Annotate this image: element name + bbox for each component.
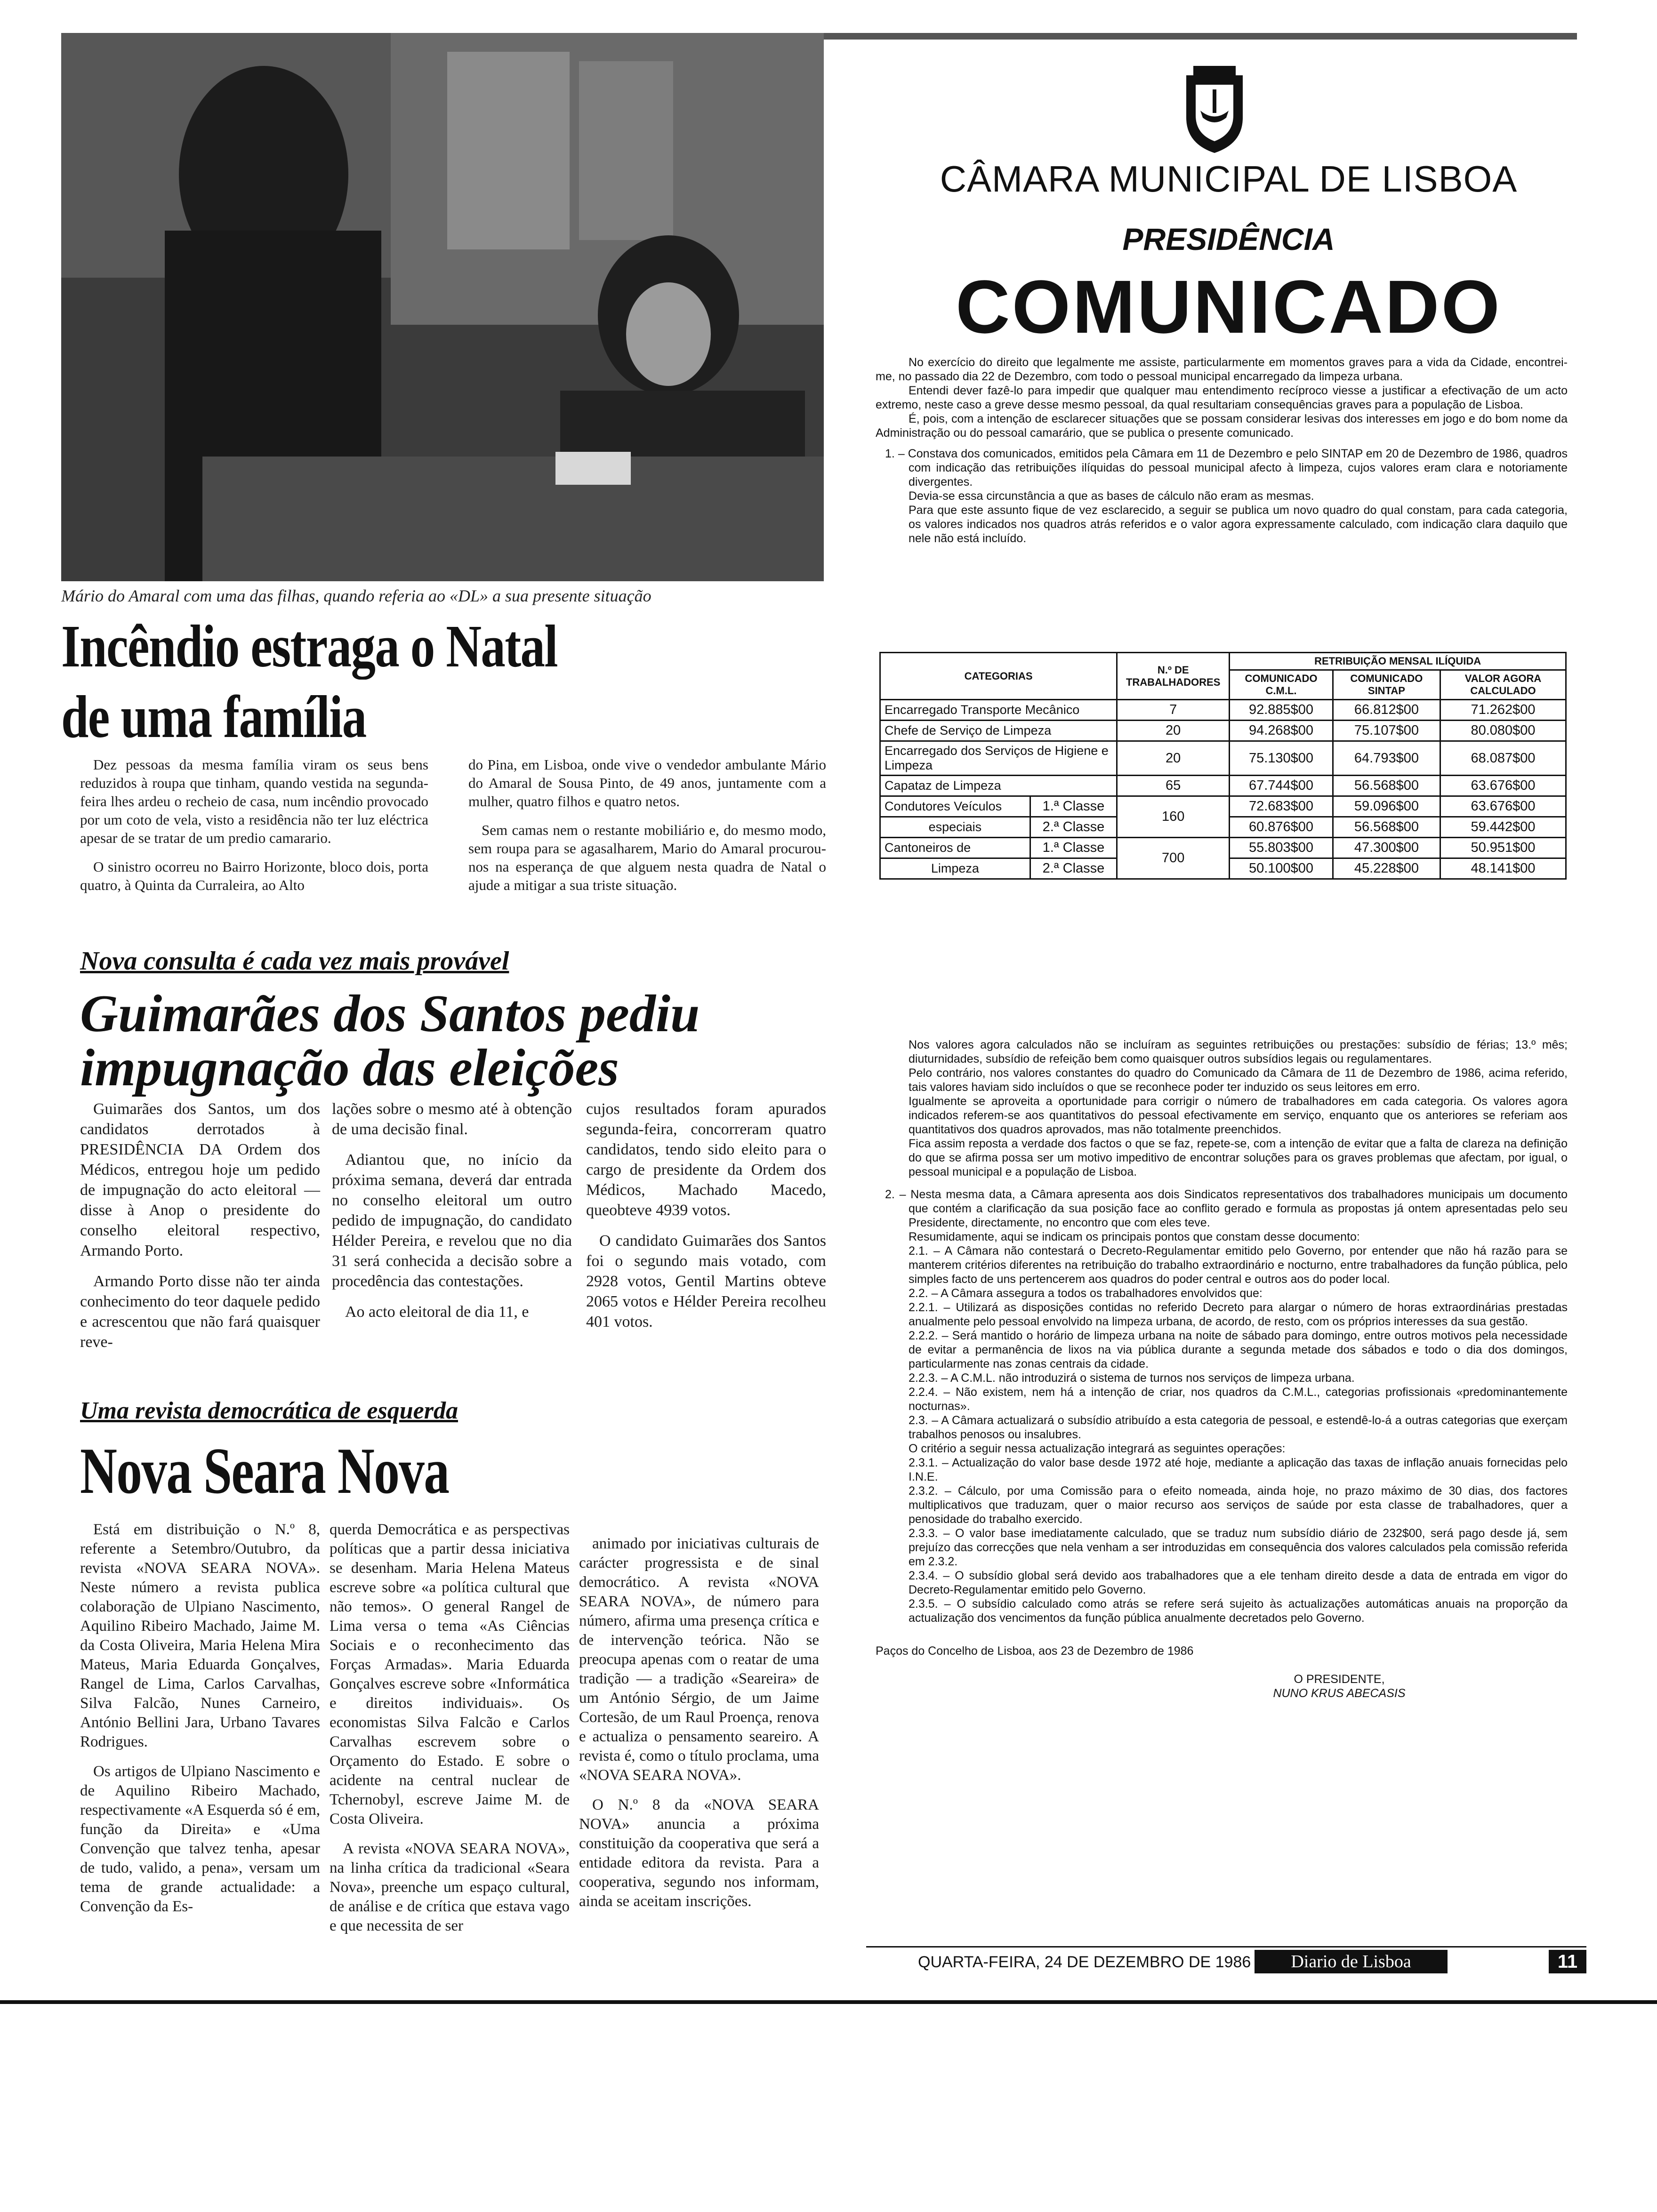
header-retribuicao: RETRIBUIÇÃO MENSAL ILÍQUIDA	[1230, 653, 1566, 670]
cell-valor: 50.951$00	[1440, 838, 1566, 858]
cell-categoria: Chefe de Serviço de Limpeza	[880, 721, 1117, 741]
cell-valor: 71.262$00	[1440, 700, 1566, 721]
salary-table	[879, 652, 1567, 880]
paragraph: Entendi dever fazê-lo para impedir que qualquer mau entendimento recíproco viesse a justificar a efectivação de um acto extremo, neste caso a greve desse mesmo pessoal, da qual resultariam consequências graves para a população de Lisboa.	[876, 384, 1568, 411]
header-categorias: CATEGORIAS	[880, 653, 1117, 700]
signer-title: O PRESIDENTE,	[1294, 1673, 1385, 1686]
table-row	[880, 796, 1566, 817]
article2-col3	[586, 1099, 826, 1342]
org-name: CÂMARA MUNICIPAL DE LISBOA	[940, 158, 1518, 200]
cell-categoria: Limpeza	[880, 858, 1030, 879]
article3-col2	[330, 1520, 570, 1946]
paragraph: Dez pessoas da mesma família viram os seus bens reduzidos à roupa que tinham, quando vestida na segunda-feira lhes ardeu o recheio de casa, num incêndio provocado por um coto de vela, visto a residência não ter luz eléctrica apesar de se tratar de um predio camarario.	[80, 756, 428, 846]
paragraph: lações sobre o mesmo até à obtenção de uma decisão final.	[332, 1100, 572, 1138]
cell-cml: 60.876$00	[1230, 817, 1333, 838]
paragraph: Guimarães dos Santos, um dos candidatos derrotados à PRESIDÊNCIA DA Ordem dos Médicos, entregou hoje um pedido de impugnação do acto eleitoral — disse à Anop o presidente do conselho eleitoral respectivo, Armando Porto.	[80, 1100, 320, 1259]
cell-sintap: 66.812$00	[1333, 700, 1440, 721]
photo-caption: Mário do Amaral com uma das filhas, quando referia ao «DL» a sua presente situação	[61, 586, 652, 605]
paragraph: 1. – Constava dos comunicados, emitidos pela Câmara em 11 de Dezembro e pelo SINTAP em 20 de Dezembro de 1986, quadros com indicação das retribuições ilíquidas do pessoal municipal afecto à limpeza, cujos valores eram clara e notoriamente divergentes.	[885, 447, 1568, 489]
article3-kicker: Uma revista democrática de esquerda	[80, 1397, 458, 1424]
paragraph: Para que este assunto fique de vez esclarecido, a seguir se publica um novo quadro do qual constam, para cada categoria, os valores indicados nos quadros atrás referidos e o valor agora expressamente calculado, com indicação clara daquilo que nele não está incluído.	[909, 504, 1568, 545]
announcement-after-table	[876, 1038, 1568, 1700]
paragraph: Fica assim reposta a verdade dos factos o que se faz, repete-se, com a intenção de evitar que a falta de clareza na definição do que se afirma possa ser um motivo impeditivo de encontrar soluções para os graves problemas que afectam, por igual, o pessoal municipal e a população de Lisboa.	[909, 1137, 1568, 1178]
cell-categoria: Capataz de Limpeza	[880, 776, 1117, 796]
cell-sintap: 64.793$00	[1333, 741, 1440, 776]
paragraph: O N.º 8 da «NOVA SEARA NOVA» anuncia a próxima constituição da cooperativa que será a entidade editora da revista. Para a cooperativa, segundo nos informam, ainda se aceitam inscrições.	[579, 1796, 819, 1910]
paragraph: querda Democrática e as perspectivas políticas que a partir dessa iniciativa se desenham. Maria Helena Mateus escreve sobre «a política cultural que não temos». O general Rangel de Lima versa o tema «As Ciências Sociais e o reconhecimento das Forças Armadas». Maria Eduarda Gonçalves escreve sobre «Informática e direitos individuais». Os economistas Silva Falcão e Carlos Carvalhas escrevem sobre o Orçamento do Estado. E sobre o acidente na central nuclear de Tchernobyl, escreve Jaime M. de Costa Oliveira.	[330, 1521, 570, 1827]
table-row	[880, 700, 1566, 721]
cell-trabalhadores: 7	[1117, 700, 1230, 721]
list-item: 2.3.2. – Cálculo, por uma Comissão para o efeito nomeada, ainda hoje, no prazo máximo de 30 dias, dos factores multiplicativos que traduzam, quer o maior recurso aos serviços de saúde por esta classe de trabalhadores, quer a penosidade do trabalho exercido.	[909, 1484, 1568, 1526]
page-bottom-rule	[0, 2000, 1657, 2004]
paragraph: animado por iniciativas culturais de carácter progressista e de sinal democrático. A revista «NOVA SEARA NOVA», de número para número, afirma uma presença crítica e de intervenção teórica. Não se preocupa apenas com o reatar de uma tradição — a tradição «Seareira» de um António Sérgio, de um Jaime Cortesão, de um Raul Proença, renova e actualiza o pensamento seareiro. A revista é, como o título proclama, uma «NOVA SEARA NOVA».	[579, 1535, 819, 1784]
table-row	[880, 776, 1566, 796]
paragraph: No exercício do direito que legalmente me assiste, particularmente em momentos graves para a vida da Cidade, encontrei-me, no passado dia 22 de Dezembro, com todo o pessoal municipal encarregado da limpeza urbana.	[876, 356, 1568, 383]
paragraph: Sem camas nem o restante mobiliário e, do mesmo modo, sem roupa para se agasalharem, Mario do Amaral procurou-nos na esperança de que alguem nesta quadra de Natal o ajude a mitigar a sua triste situação.	[468, 822, 826, 893]
cell-valor: 80.080$00	[1440, 721, 1566, 741]
cell-trabalhadores: 65	[1117, 776, 1230, 796]
paragraph: Armando Porto disse não ter ainda conhecimento do teor daquele pedido e acrescentou que não fará quaisquer reve-	[80, 1273, 320, 1351]
cell-sintap: 56.568$00	[1333, 817, 1440, 838]
article3-col3	[579, 1534, 819, 1922]
cell-classe: 1.ª Classe	[1030, 838, 1117, 858]
announcement-title: COMUNICADO	[956, 264, 1502, 349]
cell-classe: 1.ª Classe	[1030, 796, 1117, 817]
list-item: 2.2.3. – A C.M.L. não introduzirá o sistema de turnos nos serviços de limpeza urbana.	[909, 1371, 1355, 1385]
paragraph: A revista «NOVA SEARA NOVA», na linha crítica da tradicional «Seara Nova», preenche um espaço cultural, de análise e de crítica que estava vago e que necessita de ser	[330, 1840, 570, 1934]
paragraph: Adiantou que, no início da próxima semana, deverá dar entrada no conselho eleitoral um outro pedido de impugnação, do candidato Hélder Pereira, e revelou que no dia 31 será conhecida a decisão sobre a procedência das contestações.	[332, 1151, 572, 1290]
paragraph: O sinistro ocorreu no Bairro Horizonte, bloco dois, porta quatro, à Quinta da Curraleira, ao Alto	[80, 858, 428, 893]
list-item: 2.2.1. – Utilizará as disposições contidas no referido Decreto para alargar o número de horas extraordinárias prestadas anualmente pelo pessoal envolvido na limpeza urbana, de acordo, de resto, com os próprios interesses da sua gestão.	[909, 1301, 1568, 1328]
footer-date: QUARTA-FEIRA, 24 DE DEZEMBRO DE 1986	[918, 1953, 1251, 1971]
cell-sintap: 45.228$00	[1333, 858, 1440, 879]
list-item: O critério a seguir nessa actualização integrará as seguintes operações:	[909, 1442, 1286, 1455]
list-item: 2.3.3. – O valor base imediatamente calculado, que se traduz num subsídio diário de 232$00, será pago desde já, sem prejuízo das correcções que nela venham a ser introduzidas em consequência dos valores calculados pela comissão referida em 2.3.2.	[909, 1527, 1568, 1568]
list-item: 2.3.4. – O subsídio global será devido aos trabalhadores que a ele tenham direito desde a data de entrada em vigor do Decreto-Regulamentar emitido pelo Governo.	[909, 1569, 1568, 1596]
list-item: 2.3. – A Câmara actualizará o subsídio atribuído a esta categoria de pessoal, e estendê-lo-á a outras categorias que exerçam trabalhos penosos ou insalubres.	[909, 1414, 1568, 1441]
lisbon-coat-of-arms-icon	[1177, 66, 1252, 155]
cell-valor: 48.141$00	[1440, 858, 1566, 879]
cell-cml: 94.268$00	[1230, 721, 1333, 741]
paragraph: Devia-se essa circunstância a que as bases de cálculo não eram as mesmas.	[909, 489, 1314, 503]
header-sintap: COMUNICADO SINTAP	[1333, 670, 1440, 700]
list-item: 2.2. – A Câmara assegura a todos os trabalhadores envolvidos que:	[909, 1287, 1263, 1300]
article1-headline-2: de uma família	[61, 683, 366, 750]
paragraph: Resumidamente, aqui se indicam os principais pontos que constam desse documento:	[909, 1230, 1360, 1243]
header-valor: VALOR AGORA CALCULADO	[1440, 670, 1566, 700]
paragraph: Ao acto eleitoral de dia 11, e	[345, 1303, 529, 1321]
article2-kicker: Nova consulta é cada vez mais provável	[80, 946, 509, 976]
cell-valor: 68.087$00	[1440, 741, 1566, 776]
cell-sintap: 75.107$00	[1333, 721, 1440, 741]
cell-valor: 63.676$00	[1440, 776, 1566, 796]
footer-rule	[866, 1946, 1586, 1948]
newspaper-name: Diario de Lisboa	[1255, 1950, 1448, 1973]
paragraph: Os artigos de Ulpiano Nascimento e de Aquilino Ribeiro Machado, respectivamente «A Esquerda só é em, função da Direita» e «Uma Convenção que talvez tenha, apesar de tudo, valido, a pena», versam um tema de grande actualidade: a Convenção da Es-	[80, 1763, 320, 1915]
page-number: 11	[1549, 1950, 1586, 1973]
cell-trabalhadores: 160	[1117, 796, 1230, 838]
table-row	[880, 741, 1566, 776]
paragraph: cujos resultados foram apurados segunda-feira, concorreram quatro candidatos, tendo sido eleito para o cargo de presidente da Ordem dos Médicos, Machado Macedo, queobteve 4939 votos.	[586, 1100, 826, 1219]
article2-col1	[80, 1099, 320, 1362]
cell-sintap: 59.096$00	[1333, 796, 1440, 817]
article1-col1	[80, 755, 428, 905]
cell-trabalhadores: 700	[1117, 838, 1230, 879]
paragraph: Igualmente se aproveita a oportunidade para corrigir o número de trabalhadores em cada categoria. Os valores agora indicados referem-se aos quantitativos do pessoal efectivamente em serviço, enquanto que os anteriores se referiam aos quantitativos dos quadros aprovados, mas não totalmente preenchidos.	[909, 1095, 1568, 1136]
header-trabalhadores: N.º DE TRABALHADORES	[1117, 653, 1230, 700]
table-row	[880, 838, 1566, 858]
article1-col2	[468, 755, 826, 905]
cell-categoria: Encarregado Transporte Mecânico	[880, 700, 1117, 721]
cell-trabalhadores: 20	[1117, 721, 1230, 741]
paragraph: O candidato Guimarães dos Santos foi o segundo mais votado, com 2928 votos, Gentil Martins obteve 2065 votos e Hélder Pereira recolheu 401 votos.	[586, 1232, 826, 1330]
cell-cml: 67.744$00	[1230, 776, 1333, 796]
cell-cml: 55.803$00	[1230, 838, 1333, 858]
news-photo	[61, 33, 824, 581]
table-header-row	[880, 653, 1566, 670]
paragraph: Pelo contrário, nos valores constantes do quadro do Comunicado da Câmara de 11 de Dezembro de 1986, acima referido, tais valores haviam sido incluídos o que se reconhece poder ter induzido os seus leitores em erro.	[909, 1066, 1568, 1094]
cell-classe: 2.ª Classe	[1030, 858, 1117, 879]
list-item: 2.3.1. – Actualização do valor base desde 1972 até hoje, mediante a aplicação das taxas de inflação anuais fornecidas pelo I.N.E.	[909, 1456, 1568, 1483]
dept-name: PRESIDÊNCIA	[1122, 222, 1335, 256]
cell-sintap: 47.300$00	[1333, 838, 1440, 858]
list-item: 2.1. – A Câmara não contestará o Decreto-Regulamentar emitido pelo Governo, por entender que não há razão para se manterem critérios diferentes na retribuição do trabalho extraordinário e nocturno, entre trabalhadores da função pública, pelo simples facto de uns pertencerem aos quadros do poder central e outros aos do poder local.	[909, 1244, 1568, 1286]
paragraph: É, pois, com a intenção de esclarecer situações que se possam considerar lesivas dos interesses em jogo e do bom nome da Administração ou do pessoal camarário, que se publica o presente comunicado.	[876, 412, 1568, 440]
table-row	[880, 721, 1566, 741]
article2-headline-1: Guimarães dos Santos pediu	[80, 985, 700, 1043]
paragraph: Está em distribuição o N.º 8, referente a Setembro/Outubro, da revista «NOVA SEARA NOVA». Neste número a revista publica colaboração de Ulpiano Nascimento, Aquilino Ribeiro Machado, Jaime M. da Costa Oliveira, Maria Helena Mira Mateus, Maria Eduarda Gonçalves, Rangel de Lima, Carlos Carvalhas, Silva Falcão, Nunes Carneiro, António Bellini Jara, Urbano Tavares Rodrigues.	[80, 1521, 320, 1750]
announcement-intro	[876, 355, 1568, 545]
header-cml: COMUNICADO C.M.L.	[1230, 670, 1333, 700]
cell-trabalhadores: 20	[1117, 741, 1230, 776]
cell-cml: 50.100$00	[1230, 858, 1333, 879]
article2-col2	[332, 1099, 572, 1332]
cell-categoria: Cantoneiros de	[880, 838, 1030, 858]
cell-cml: 75.130$00	[1230, 741, 1333, 776]
paragraph: 2. – Nesta mesma data, a Câmara apresenta aos dois Sindicatos representativos dos trabalhadores municipais um documento que contém a clarificação da sua posição face ao conflito gerado e formula as propostas já ontem apresentadas pelo seu Presidente, directamente, no encontro que com eles teve.	[885, 1188, 1568, 1229]
cell-categoria: Condutores Veículos	[880, 796, 1030, 817]
place-date: Paços do Concelho de Lisboa, aos 23 de Dezembro de 1986	[876, 1644, 1194, 1658]
article3-headline: Nova Seara Nova	[80, 1435, 449, 1507]
list-item: 2.3.5. – O subsídio calculado como atrás se refere será sujeito às actualizações automáticas anuais na proporção da actualização dos vencimentos da função pública anualmente decretados pelo Governo.	[909, 1597, 1568, 1625]
cell-valor: 59.442$00	[1440, 817, 1566, 838]
article2-headline-2: impugnação das eleições	[80, 1039, 619, 1097]
article1-headline-1: Incêndio estraga o Natal	[61, 613, 557, 680]
cell-categoria: especiais	[880, 817, 1030, 838]
paragraph: do Pina, em Lisboa, onde vive o vendedor ambulante Mário do Amaral de Sousa Pinto, de 49 anos, juntamente com a mulher, quatro filhos e quatro netos.	[468, 756, 826, 809]
cell-cml: 92.885$00	[1230, 700, 1333, 721]
list-item: 2.2.2. – Será mantido o horário de limpeza urbana na noite de sábado para domingo, entre outros motivos pela necessidade de evitar a permanência de lixos na via pública durante a segunda metade dos sábados e todo o dia dos domingos, particularmente nas zonas centrais da cidade.	[909, 1329, 1568, 1370]
signer-name: NUNO KRUS ABECASIS	[1273, 1687, 1406, 1700]
list-item: 2.2.4. – Não existem, nem há a intenção de criar, nos quadros da C.M.L., categorias profissionais «predominantemente nocturnas».	[909, 1386, 1568, 1413]
cell-cml: 72.683$00	[1230, 796, 1333, 817]
paragraph: Nos valores agora calculados não se incluíram as seguintes retribuições ou prestações: subsídio de férias; 13.º mês; diuturnidades, subsídio de refeição bem como quaisquer outros subsídios legais ou regulamentares.	[909, 1038, 1568, 1066]
cell-sintap: 56.568$00	[1333, 776, 1440, 796]
cell-valor: 63.676$00	[1440, 796, 1566, 817]
cell-categoria: Encarregado dos Serviços de Higiene e Limpeza	[880, 741, 1117, 776]
cell-classe: 2.ª Classe	[1030, 817, 1117, 838]
article3-col1	[80, 1520, 320, 1927]
